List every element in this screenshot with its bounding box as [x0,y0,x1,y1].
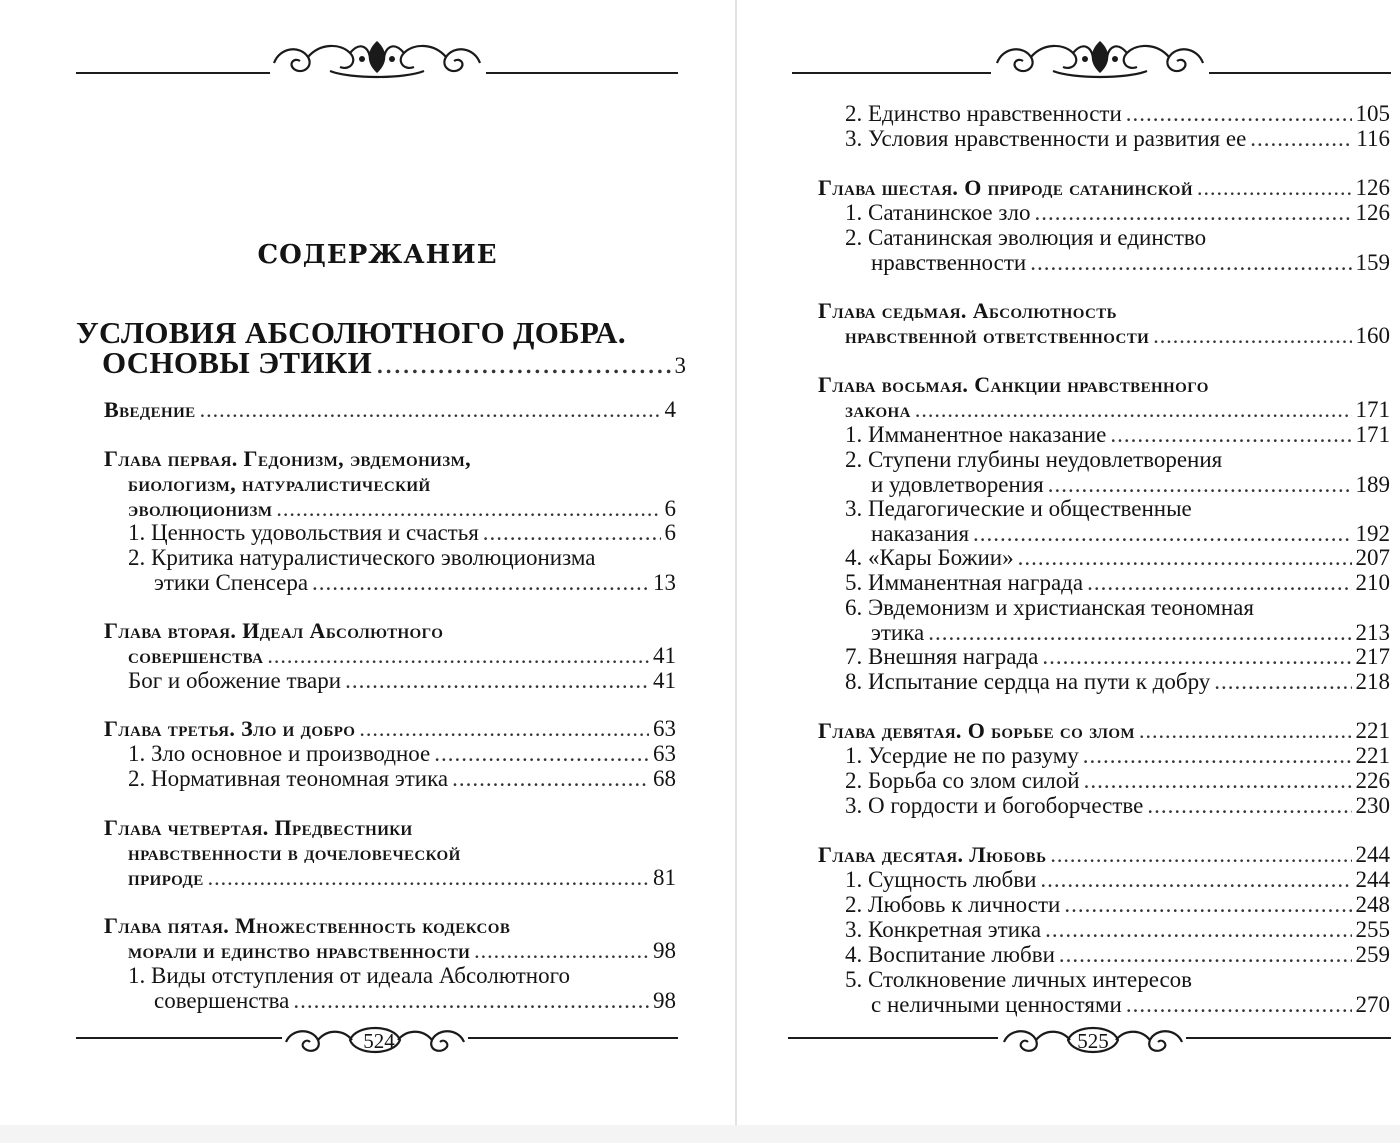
dot-leader [474,938,649,963]
chapter-heading: морали и единство нравственности [128,938,471,963]
item-label: совершенства [154,988,290,1013]
bottom-rule-right [1186,1037,1391,1039]
page-number: 126 [1355,200,1390,225]
dot-leader [1064,892,1351,917]
item-label: 2. Нормативная теономная этика [128,766,449,791]
toc-chapter-4 [104,815,676,840]
toc-item [845,200,1390,225]
dot-leader [1126,992,1352,1017]
bottom-rule-left [76,1037,282,1039]
toc-item [128,741,676,766]
page-number: 217 [1355,644,1390,669]
page-number: 244 [1355,842,1390,867]
toc-item [845,793,1390,818]
book-title [76,315,686,381]
page-number: 98 [653,988,676,1013]
dot-leader [1139,718,1352,743]
toc-entry-intro [104,397,676,422]
dot-leader [928,620,1351,645]
toc-item [845,545,1390,570]
item-label: с неличными ценностями [871,992,1122,1017]
item-label: этики Спенсера [154,570,309,595]
chapter-heading: Глава седьмая. Абсолютность [818,298,1117,323]
dot-leader [1110,422,1351,447]
dot-leader [1050,842,1351,867]
dot-leader [345,668,649,693]
toc-item [845,126,1390,151]
chapter-heading: Глава вторая. Идеал Абсолютного [104,618,444,643]
top-rule-right [486,72,678,74]
dot-leader [1034,200,1351,225]
chapter-heading: закона [845,397,911,422]
chapter-heading: эволюционизм [128,496,273,521]
page-number: 68 [653,766,676,791]
toc-item [128,545,676,595]
page-number: 270 [1355,992,1390,1017]
chapter-heading: нравственности в дочеловеческой [128,840,461,865]
page-number: 6 [664,496,676,521]
chapter-heading: Глава девятая. О борьбе со злом [818,718,1135,743]
toc-chapter-2-cont [128,643,676,668]
toc-chapter-5 [104,913,676,938]
toc-item [128,668,676,693]
page-number: 159 [1355,250,1390,275]
item-label: наказания [871,521,970,546]
dot-leader [1250,126,1352,151]
toc-chapter-8-cont [845,397,1390,422]
item-label: 1. Усердие не по разуму [845,743,1079,768]
dot-leader [973,521,1351,546]
page-number: 221 [1355,743,1390,768]
toc-chapter-10 [818,842,1390,867]
dot-leader [1040,867,1351,892]
item-label: и удовлетворения [871,472,1044,497]
toc-chapter-8 [818,372,1390,397]
bottom-rule-left [788,1037,998,1039]
bottom-rule-right [468,1037,678,1039]
toc-item [845,867,1390,892]
dot-leader [1083,743,1352,768]
page-number: 226 [1355,768,1390,793]
page-number: 81 [653,865,676,890]
chapter-heading: нравственной ответственности [845,323,1150,348]
toc-item [845,570,1390,595]
page-number: 160 [1355,323,1390,348]
page-number: 218 [1355,669,1390,694]
item-label: 5. Имманентная награда [845,570,1084,595]
page-number: 171 [1355,422,1390,447]
item-label: 5. Столкновение личных интересов [845,967,1193,992]
item-label: нравственности [871,250,1027,275]
dot-leader [1048,472,1352,497]
toc-chapter-4-cont [128,840,676,890]
chapter-heading: Глава пятая. Множественность кодексов [104,913,511,938]
item-label: 3. О гордости и богоборчестве [845,793,1144,818]
page-number-folio: 524 [363,1029,395,1053]
item-label: Бог и обожение твари [128,668,342,693]
dot-leader [1030,250,1351,275]
chapter-heading: Глава десятая. Любовь [818,842,1047,867]
page-number: 171 [1355,397,1390,422]
dot-leader [452,766,649,791]
top-rule-left [76,72,270,74]
dot-leader [1042,644,1351,669]
item-label: 2. Сатанинская эволюция и единство [845,225,1207,250]
dot-leader [276,496,660,521]
chapter-heading: совершенства [128,643,264,668]
item-label: 1. Ценность удовольствия и счастья [128,520,479,545]
dot-leader [1059,942,1352,967]
toc-chapter-2 [104,618,676,643]
toc-chapter-1-cont [128,471,676,521]
dot-leader [1087,570,1351,595]
dot-leader [434,741,649,766]
toc-chapter-5-cont [128,938,676,963]
chapter-heading: Глава шестая. О природе сатанинской [818,175,1193,200]
dot-leader [359,716,649,741]
page-number: 6 [664,520,676,545]
entry-label: Введение [104,397,196,422]
item-label: этика [871,620,925,645]
chapter-heading: Глава восьмая. Санкции нравственного [818,372,1209,397]
toc-chapter-1 [104,446,676,471]
item-label: 3. Условия нравственности и развития ее [845,126,1247,151]
toc-item [845,447,1390,497]
toc-item [128,520,676,545]
page-number: 63 [653,741,676,766]
toc-chapter-6 [818,175,1390,200]
toc-item [845,496,1390,546]
page-number: 105 [1355,101,1390,126]
dot-leader [483,520,661,545]
scroll-ornament-icon [993,33,1207,81]
item-label: 2. Единство нравственности [845,101,1122,126]
item-label: 6. Эвдемонизм и христианская теономная [845,595,1254,620]
item-label: 2. Любовь к личности [845,892,1061,917]
dot-leader [376,348,671,378]
toc-item [845,942,1390,967]
item-label: 3. Конкретная этика [845,917,1042,942]
item-label: 4. «Кары Божии» [845,545,1014,570]
toc-item [845,917,1390,942]
toc-item [845,892,1390,917]
chapter-heading: биологизм, натуралистический [128,471,431,496]
item-label: 1. Сущность любви [845,867,1037,892]
dot-leader [1197,175,1352,200]
dot-leader [293,988,649,1013]
dot-leader [1084,768,1352,793]
item-label: 7. Внешняя награда [845,644,1039,669]
scroll-ornament-icon [270,33,484,81]
page-number: 4 [664,397,676,422]
toc-item [845,644,1390,669]
toc-item [845,225,1390,275]
item-label: 2. Борьба со злом силой [845,768,1080,793]
dot-leader [1045,917,1351,942]
page-number: 221 [1355,718,1390,743]
page-number-folio: 525 [1077,1029,1109,1053]
page-number: 210 [1355,570,1390,595]
dot-leader [1126,101,1352,126]
toc-item [845,768,1390,793]
page-number: 230 [1355,793,1390,818]
item-label: 4. Воспитание любви [845,942,1055,967]
dot-leader [1214,669,1351,694]
chapter-heading: Глава третья. Зло и добро [104,716,356,741]
toc-item [845,967,1390,1017]
page-number: 63 [653,716,676,741]
page-number: 244 [1355,867,1390,892]
toc-item [128,766,676,791]
dot-leader [915,397,1352,422]
top-rule-left [792,72,991,74]
page-number: 41 [653,668,676,693]
dot-leader [267,643,649,668]
page-number: 13 [653,570,676,595]
scan-edge [0,1125,1400,1143]
dot-leader [1147,793,1351,818]
right-page [700,0,1400,1143]
item-label: 1. Имманентное наказание [845,422,1107,447]
item-label: 1. Виды отступления от идеала Абсолютного [128,963,570,988]
chapter-heading: природе [128,865,204,890]
page-number: 126 [1355,175,1390,200]
page-number: 213 [1355,620,1390,645]
item-label: 1. Сатанинское зло [845,200,1031,225]
item-label: 8. Испытание сердца на пути к добру [845,669,1211,694]
chapter-heading: Глава первая. Гедонизм, эвдемонизм, [104,446,472,471]
page-number: 259 [1355,942,1390,967]
toc-chapter-7-cont [845,323,1390,348]
page-number: 248 [1355,892,1390,917]
toc-item [845,743,1390,768]
dot-leader [1153,323,1351,348]
page-number: 41 [653,643,676,668]
dot-leader [1018,545,1352,570]
dot-leader [208,865,649,890]
toc-chapter-3 [104,716,676,741]
item-label: 3. Педагогические и общественные [845,496,1192,521]
toc-item [845,101,1390,126]
dot-leader [200,397,661,422]
toc-item [845,422,1390,447]
page-title: СОДЕРЖАНИЕ [257,240,498,270]
toc-item [128,963,676,1013]
item-label: 2. Ступени глубины неудовлетворения [845,447,1223,472]
page-number: 207 [1355,545,1390,570]
item-label: 2. Критика натуралистического эволюционизма [128,545,596,570]
toc-item [845,595,1390,645]
page-number: 255 [1355,917,1390,942]
page-number: 189 [1355,472,1390,497]
item-label: 1. Зло основное и производное [128,741,431,766]
toc-chapter-9 [818,718,1390,743]
page-number: 192 [1355,521,1390,546]
book-title-line: УСЛОВИЯ АБСОЛЮТНОГО ДОБРА. [76,315,626,350]
page-number: 3 [674,353,686,378]
page-number: 98 [653,938,676,963]
chapter-heading: Глава четвертая. Предвестники [104,815,413,840]
toc-item [845,669,1390,694]
top-rule-right [1209,72,1391,74]
toc-chapter-7 [818,298,1390,323]
page-number: 116 [1356,126,1390,151]
book-title-line: ОСНОВЫ ЭТИКИ [102,345,372,380]
dot-leader [312,570,649,595]
